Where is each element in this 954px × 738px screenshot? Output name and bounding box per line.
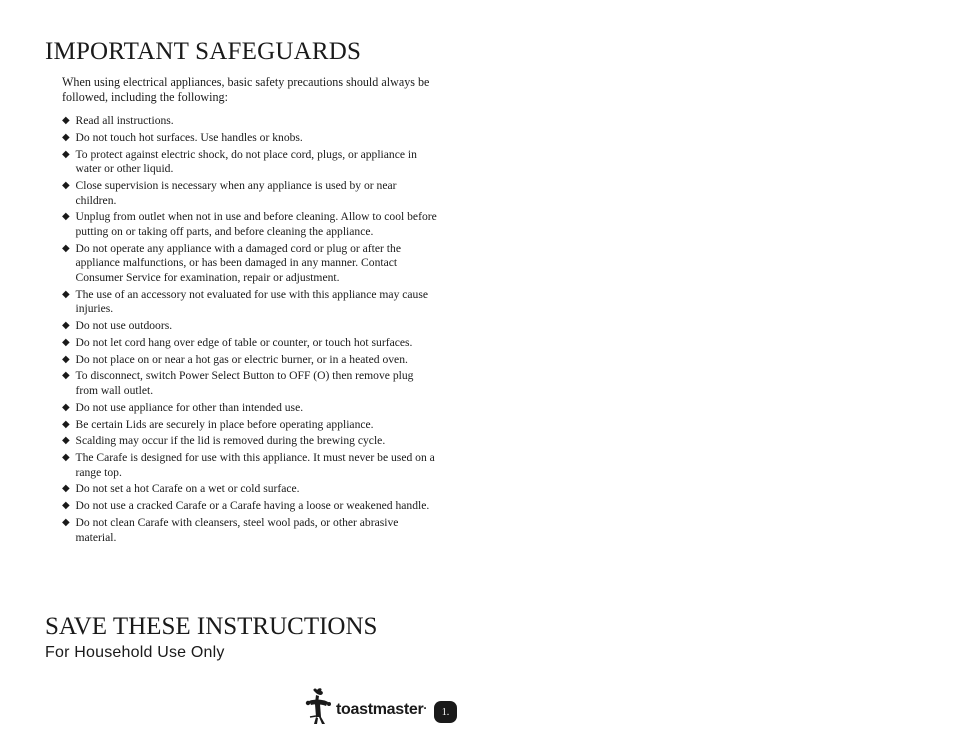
safeguard-item — [62, 482, 437, 497]
intro-paragraph: When using electrical appliances, basic safety precautions should always be followed, including the following: — [62, 75, 430, 104]
diamond-bullet-icon: ◆ — [62, 179, 70, 191]
diamond-bullet-icon: ◆ — [62, 288, 70, 300]
safeguard-item — [62, 353, 437, 368]
safeguard-item — [62, 210, 437, 239]
diamond-bullet-icon: ◆ — [62, 242, 70, 254]
diamond-bullet-icon: ◆ — [62, 353, 70, 365]
diamond-bullet-icon: ◆ — [62, 211, 70, 223]
safeguard-text: Do not operate any appliance with a damaged cord or plug or after the appliance malfunctions, or has been damaged in any manner. Contact Consumer Service for examination, repair or adjustment. — [75, 241, 401, 284]
safeguard-text: Do not use a cracked Carafe or a Carafe having a loose or weakened handle. — [75, 499, 430, 513]
diamond-bullet-icon: ◆ — [62, 418, 70, 430]
diamond-bullet-icon: ◆ — [62, 435, 70, 447]
safeguard-text: Do not set a hot Carafe on a wet or cold surface. — [75, 482, 300, 496]
brand-wordmark: toastmaster· — [336, 701, 428, 718]
safeguard-text: Scalding may occur if the lid is removed during the brewing cycle. — [75, 434, 386, 448]
safeguard-text: The use of an accessory not evaluated for use with this appliance may cause injuries. — [75, 287, 429, 316]
diamond-bullet-icon: ◆ — [62, 320, 70, 332]
safeguard-item — [62, 369, 437, 398]
diamond-bullet-icon: ◆ — [62, 452, 70, 464]
safeguard-item — [62, 336, 437, 351]
safeguard-item — [62, 418, 437, 433]
safeguard-item — [62, 242, 437, 286]
diamond-bullet-icon: ◆ — [62, 500, 70, 512]
safeguard-item — [62, 288, 437, 317]
safeguard-item — [62, 401, 437, 416]
safeguard-item — [62, 516, 437, 545]
safeguards-list — [62, 114, 437, 547]
safeguard-item — [62, 114, 437, 129]
safeguard-text: The Carafe is designed for use with this appliance. It must never be used on a range top. — [75, 451, 435, 479]
safeguard-text: Do not use outdoors. — [75, 319, 173, 333]
safeguard-item — [62, 434, 437, 449]
safeguard-item — [62, 148, 437, 177]
safeguard-text: Unplug from outlet when not in use and before cleaning. Allow to cool before putting on or taking off parts, and before cleaning the appliance. — [75, 210, 437, 238]
safeguard-item — [62, 499, 437, 514]
safeguard-text: Be certain Lids are securely in place before operating appliance. — [75, 417, 374, 431]
safeguard-text: To disconnect, switch Power Select Button to OFF (O) then remove plug from wall outlet. — [75, 369, 414, 397]
safeguard-text: Do not use appliance for other than intended use. — [75, 400, 304, 414]
diamond-bullet-icon: ◆ — [62, 148, 70, 160]
safeguard-item — [62, 179, 437, 208]
safeguard-text: Do not place on or near a hot gas or electric burner, or in a heated oven. — [75, 352, 408, 366]
diamond-bullet-icon: ◆ — [62, 115, 70, 126]
brand-mark: · — [423, 701, 428, 715]
save-instructions-heading: SAVE THESE INSTRUCTIONS — [45, 613, 378, 640]
brand-logo — [304, 687, 427, 727]
household-use-subheading: For Household Use Only — [45, 644, 225, 661]
safeguard-text: Close supervision is necessary when any appliance is used by or near children. — [75, 178, 397, 207]
safeguard-text: Do not let cord hang over edge of table or counter, or touch hot surfaces. — [75, 335, 413, 349]
page-number-badge: 1. — [434, 701, 457, 723]
safeguard-text: Do not clean Carafe with cleansers, steel wool pads, or other abrasive material. — [75, 516, 399, 544]
toastmaster-mascot-icon — [304, 687, 334, 727]
safeguard-item — [62, 131, 437, 146]
diamond-bullet-icon: ◆ — [62, 131, 70, 143]
diamond-bullet-icon: ◆ — [62, 336, 70, 348]
safeguard-item — [62, 319, 437, 334]
safeguard-text: Do not touch hot surfaces. Use handles or knobs. — [75, 130, 303, 144]
page-title: IMPORTANT SAFEGUARDS — [45, 38, 362, 65]
safeguard-text: To protect against electric shock, do not place cord, plugs, or appliance in water or other liquid. — [75, 147, 417, 176]
diamond-bullet-icon: ◆ — [62, 483, 70, 495]
diamond-bullet-icon: ◆ — [62, 370, 70, 382]
diamond-bullet-icon: ◆ — [62, 401, 70, 413]
safeguard-item — [62, 451, 437, 480]
safeguard-text: Read all instructions. — [75, 114, 174, 127]
diamond-bullet-icon: ◆ — [62, 517, 70, 529]
